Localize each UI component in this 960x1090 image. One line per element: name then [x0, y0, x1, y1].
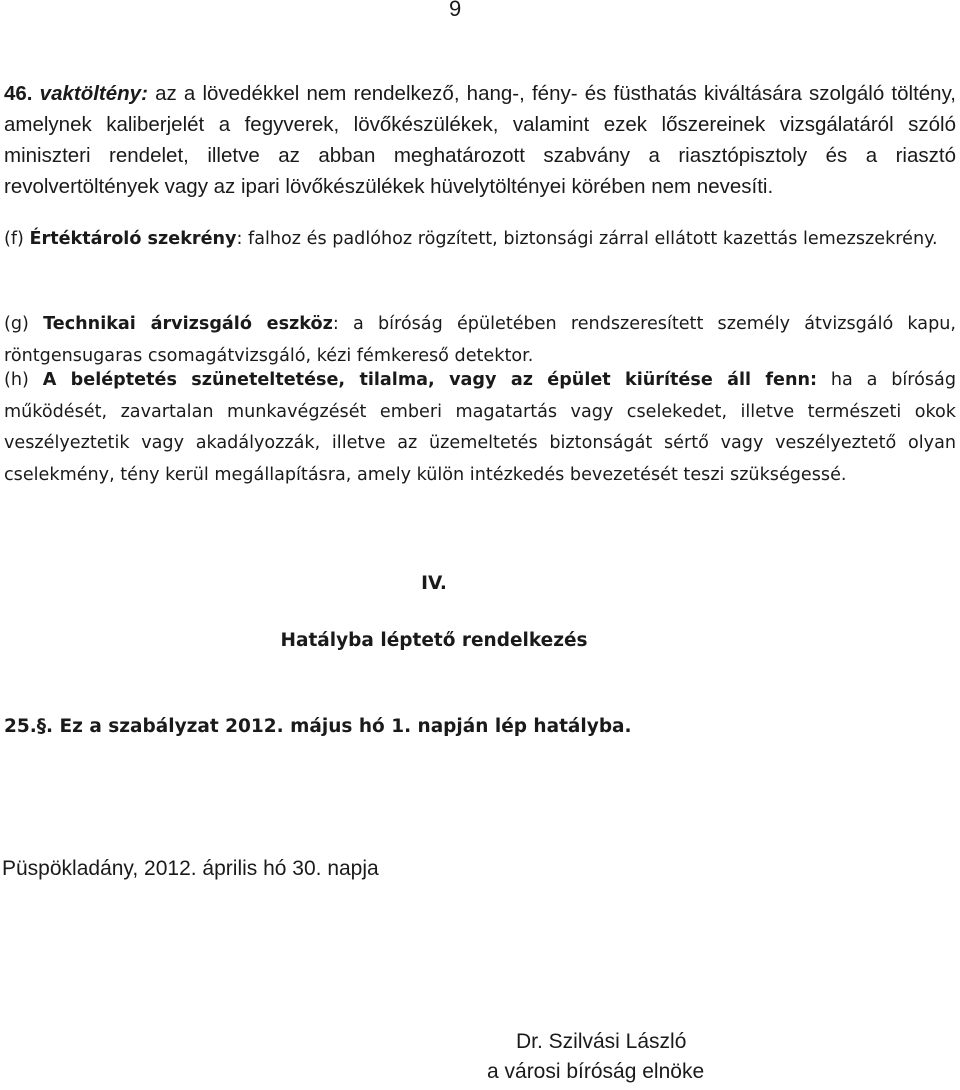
item-f-marker: (f) [4, 229, 24, 249]
item-g-marker: (g) [4, 314, 29, 334]
section-25: 25.§. Ez a szabályzat 2012. május hó 1. napján lép hatályba. [4, 716, 632, 737]
definition-46 [4, 78, 956, 202]
item-h [4, 365, 956, 491]
item-f-term: Értéktároló szekrény [29, 229, 237, 249]
item-g-text: : a bíróság épületében rendszeresített személy átvizsgáló kapu, röntgensugaras csomagátvizsgáló, kézi fémkereső detektor. [4, 314, 956, 366]
definition-number: 46. [4, 82, 33, 105]
definition-term: vaktöltény: [39, 82, 148, 105]
item-g [4, 309, 956, 372]
item-h-text: ha a bíróság működését, zavartalan munkavégzését emberi magatartás vagy cselekedet, illetve természeti okok veszélyeztetik vagy akadályozzák, illetve az üzemeltetés biztonságát sértő vagy veszélyeztető olyan cselekmény, tény kerül megállapításra, amely külön intézkedés bevezetését teszi szükségessé. [4, 370, 956, 485]
place-date: Püspökladány, 2012. április hó 30. napja [2, 857, 379, 880]
item-h-term: A beléptetés szüneteltetése, tilalma, vagy az épület kiürítése áll fenn: [42, 370, 818, 390]
item-f-text: : falhoz és padlóhoz rögzített, biztonsági zárral ellátott kazettás lemezszekrény. [236, 229, 938, 249]
chapter-number: IV. [421, 573, 447, 594]
item-g-term: Technikai árvizsgáló eszköz [43, 314, 333, 334]
item-f [4, 224, 956, 256]
signature-role: a városi bíróság elnöke [487, 1060, 705, 1083]
definition-text: az a lövedékkel nem rendelkező, hang-, fény- és füsthatás kiváltására szolgáló töltény, amelynek kaliberjelét a fegyverek, lövőkészülékek, valamint ezek lőszereinek vizsgálatáról szóló miniszteri rendelet, illetve az abban meghatározott szabvány a riasztópisztoly és a riasztó revolvertöltények vagy az ipari lövőkészülékek hüvelytöltényei körében nem nevesíti. [4, 82, 956, 198]
chapter-title: Hatályba léptető rendelkezés [280, 630, 588, 651]
item-h-marker: (h) [4, 370, 29, 390]
page-number: 9 [449, 0, 462, 21]
signature-name: Dr. Szilvási László [516, 1030, 687, 1053]
